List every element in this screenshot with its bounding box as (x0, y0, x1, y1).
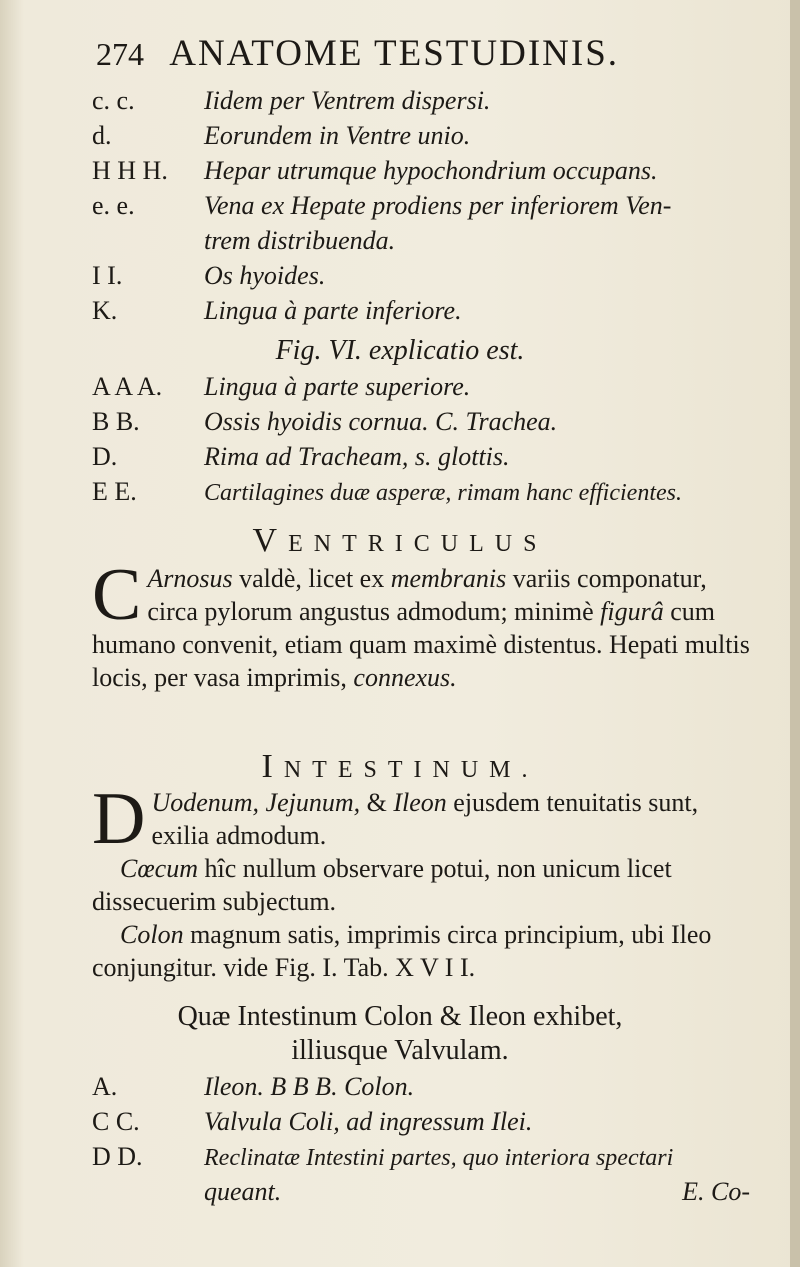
legend-row (92, 296, 772, 331)
legend-row (92, 1107, 772, 1142)
running-title: ANATOME TESTUDINIS. (169, 33, 620, 74)
italic-word: figurâ (600, 597, 664, 626)
legend-text: Rima ad Tracheam, s. glottis. (204, 442, 510, 471)
legend-text: Ossis hyoidis cornua. C. Trachea. (204, 407, 558, 436)
body-text: ejusdem tenuitatis sunt, exilia admodum. (151, 788, 699, 850)
legend-row (92, 1072, 772, 1107)
legend-row (92, 261, 772, 296)
italic-word: Cœcum (120, 854, 198, 883)
catchword: E. Co- (682, 1177, 750, 1206)
legend-row (92, 372, 772, 407)
legend-text: Eorundem in Ventre unio. (204, 121, 471, 150)
drop-cap: D (92, 778, 146, 860)
legend-key: d. (92, 121, 112, 150)
legend-continuation: trem distribuenda. (204, 226, 396, 255)
body-text: & (360, 788, 394, 817)
legend-continuation: queant. (204, 1177, 282, 1206)
body-text: magnum satis, imprimis circa principium, ubi Ileo conjungitur. vide Fig. I. Tab. X V I I. (92, 920, 712, 982)
legend-text: Os hyoides. (204, 261, 326, 290)
legend-key: K. (92, 296, 118, 325)
legend-top (92, 86, 772, 331)
legend-row (92, 442, 772, 477)
page-number: 274 (96, 36, 144, 72)
body-text: valdè, licet ex (232, 564, 391, 593)
legend-text: Lingua à parte inferiore. (204, 296, 462, 325)
paragraph-intestinum (92, 778, 762, 984)
legend-key: I I. (92, 261, 123, 290)
legend-key: B B. (92, 407, 140, 436)
running-header (96, 32, 619, 75)
legend-key: D. (92, 442, 118, 471)
caption-line: Quæ Intestinum Colon & Ileon exhibet, (177, 1001, 623, 1032)
legend-text: Lingua à parte superiore. (204, 372, 471, 401)
paragraph-duodenum (92, 778, 762, 860)
legend-text: Vena ex Hepate prodiens per inferiorem Ven- (204, 191, 672, 220)
legend-row (92, 156, 772, 191)
italic-word: Ileon (393, 788, 447, 817)
legend-text: Iidem per Ventrem dispersi. (204, 86, 491, 115)
legend-text: Cartilagines duæ asperæ, rimam hanc efficientes. (204, 480, 682, 506)
heading-rest: NTESTINUM. (283, 757, 539, 783)
legend-text: Ileon. B B B. Colon. (204, 1072, 415, 1101)
body-text: hîc nullum observare potui, non unicum licet dissecuerim subjectum. (92, 854, 672, 916)
legend-row (92, 1142, 772, 1177)
italic-word: Colon (120, 920, 184, 949)
legend-figure (92, 372, 772, 512)
legend-text: Reclinatæ Intestini partes, quo interiora spectari (204, 1145, 674, 1171)
legend-key: H H H. (92, 156, 168, 185)
legend-text: Valvula Coli, ad ingressum Ilei. (204, 1107, 533, 1136)
legend-row (92, 407, 772, 442)
legend-last-line (92, 1177, 772, 1212)
page-gutter (790, 0, 800, 1267)
legend-row (92, 86, 772, 121)
legend-text: Hepar utrumque hypochondrium occupans. (204, 156, 658, 185)
italic-word: Arnosus (147, 564, 233, 593)
italic-word: Uodenum, Jejunum, (151, 788, 361, 817)
legend-key: C C. (92, 1107, 140, 1136)
italic-word: membranis (390, 564, 507, 593)
italic-word: connexus. (353, 663, 457, 692)
legend-key: c. c. (92, 86, 135, 115)
legend-row (92, 477, 772, 512)
paragraph-colon (92, 918, 762, 984)
legend-bottom (92, 1072, 772, 1212)
legend-row (92, 191, 772, 226)
caption-line: illiusque Valvulam. (291, 1035, 509, 1066)
drop-cap: C (92, 554, 142, 636)
legend-key: e. e. (92, 191, 135, 220)
paragraph-coecum (92, 852, 762, 918)
legend-key: A. (92, 1072, 118, 1101)
figure-title: Fig. VI. explicatio est. (275, 335, 525, 366)
body-text: cum humano convenit, etiam quam maximè distentus. Hepati multis locis, per vasa imprimis, (92, 597, 750, 692)
legend-key: A A A. (92, 372, 163, 401)
heading-rest: ENTRICULUS (288, 531, 548, 557)
figure-caption (0, 1000, 800, 1068)
legend-row (92, 121, 772, 156)
heading-initial: V (252, 522, 289, 559)
body-text: variis componatur, circa pylorum angustus admodum; minimè (147, 564, 707, 626)
paragraph-ventriculus (92, 554, 762, 694)
legend-key: E E. (92, 477, 137, 506)
heading-initial: I (261, 748, 284, 785)
legend-key: D D. (92, 1142, 143, 1171)
